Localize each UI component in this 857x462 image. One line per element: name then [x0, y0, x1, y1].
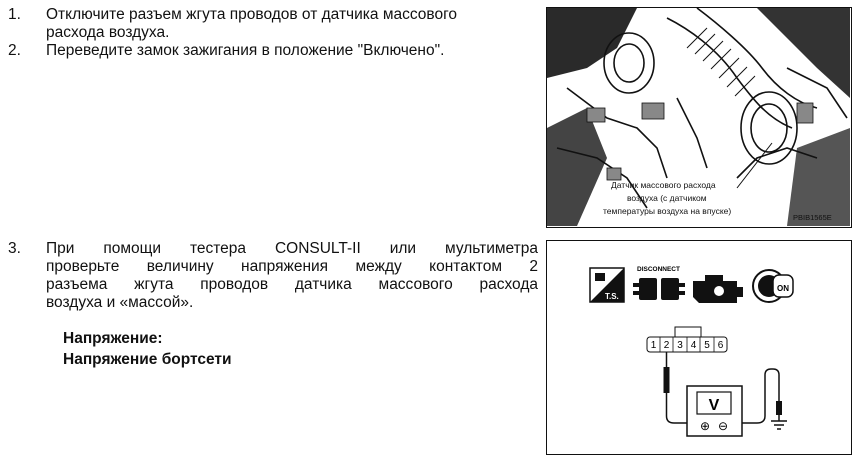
caption-line-3: температуры воздуха на впуске) [603, 206, 732, 216]
probe-lead-ground [742, 369, 787, 429]
svg-text:V: V [708, 397, 720, 414]
harness-connector [647, 327, 727, 352]
svg-text:DISCONNECT: DISCONNECT [637, 266, 680, 273]
spec-value: Напряжение бортсети [63, 351, 232, 368]
figure-code: PBIB1565E [793, 213, 832, 222]
ts-icon [590, 268, 624, 302]
svg-text:T.S.: T.S. [605, 292, 619, 301]
ignition-key-icon [753, 270, 793, 302]
pin-2: 2 [663, 340, 670, 351]
step-number: 3. [8, 240, 21, 257]
spec-label: Напряжение: [63, 330, 163, 347]
voltmeter [687, 386, 742, 436]
step-text: Переведите замок зажигания в положение "Включено". [46, 42, 445, 59]
pin-6: 6 [717, 340, 724, 351]
engine-illustration-frame [546, 7, 852, 228]
negative-terminal: ⊖ [718, 419, 729, 433]
step-number: 2. [8, 42, 21, 59]
positive-terminal: ⊕ [700, 419, 711, 433]
probe-lead-positive [664, 352, 690, 423]
svg-text:ON: ON [777, 284, 789, 293]
pin-5: 5 [704, 340, 710, 351]
pin-4: 4 [690, 340, 697, 351]
caption-line-2: воздуха (с датчиком [627, 193, 707, 203]
step-text: Отключите разъем жгута проводов от датчика массового расхода воздуха. [46, 6, 458, 41]
step-text: При помощи тестера CONSULT-II или мультиметра проверьте величину напряжения между контактом 2 разъема жгута проводов датчика массового расхода воздуха и «массой». [46, 240, 538, 311]
pin-1: 1 [650, 340, 657, 351]
measurement-diagram-frame [546, 240, 852, 455]
measurement-diagram [547, 241, 850, 453]
engine-icon [693, 275, 743, 303]
caption-line-1: Датчик массового расхода [611, 180, 716, 190]
step-number: 1. [8, 6, 21, 23]
engine-illustration [547, 8, 850, 226]
disconnect-icon [633, 266, 685, 300]
pin-3: 3 [677, 340, 683, 351]
